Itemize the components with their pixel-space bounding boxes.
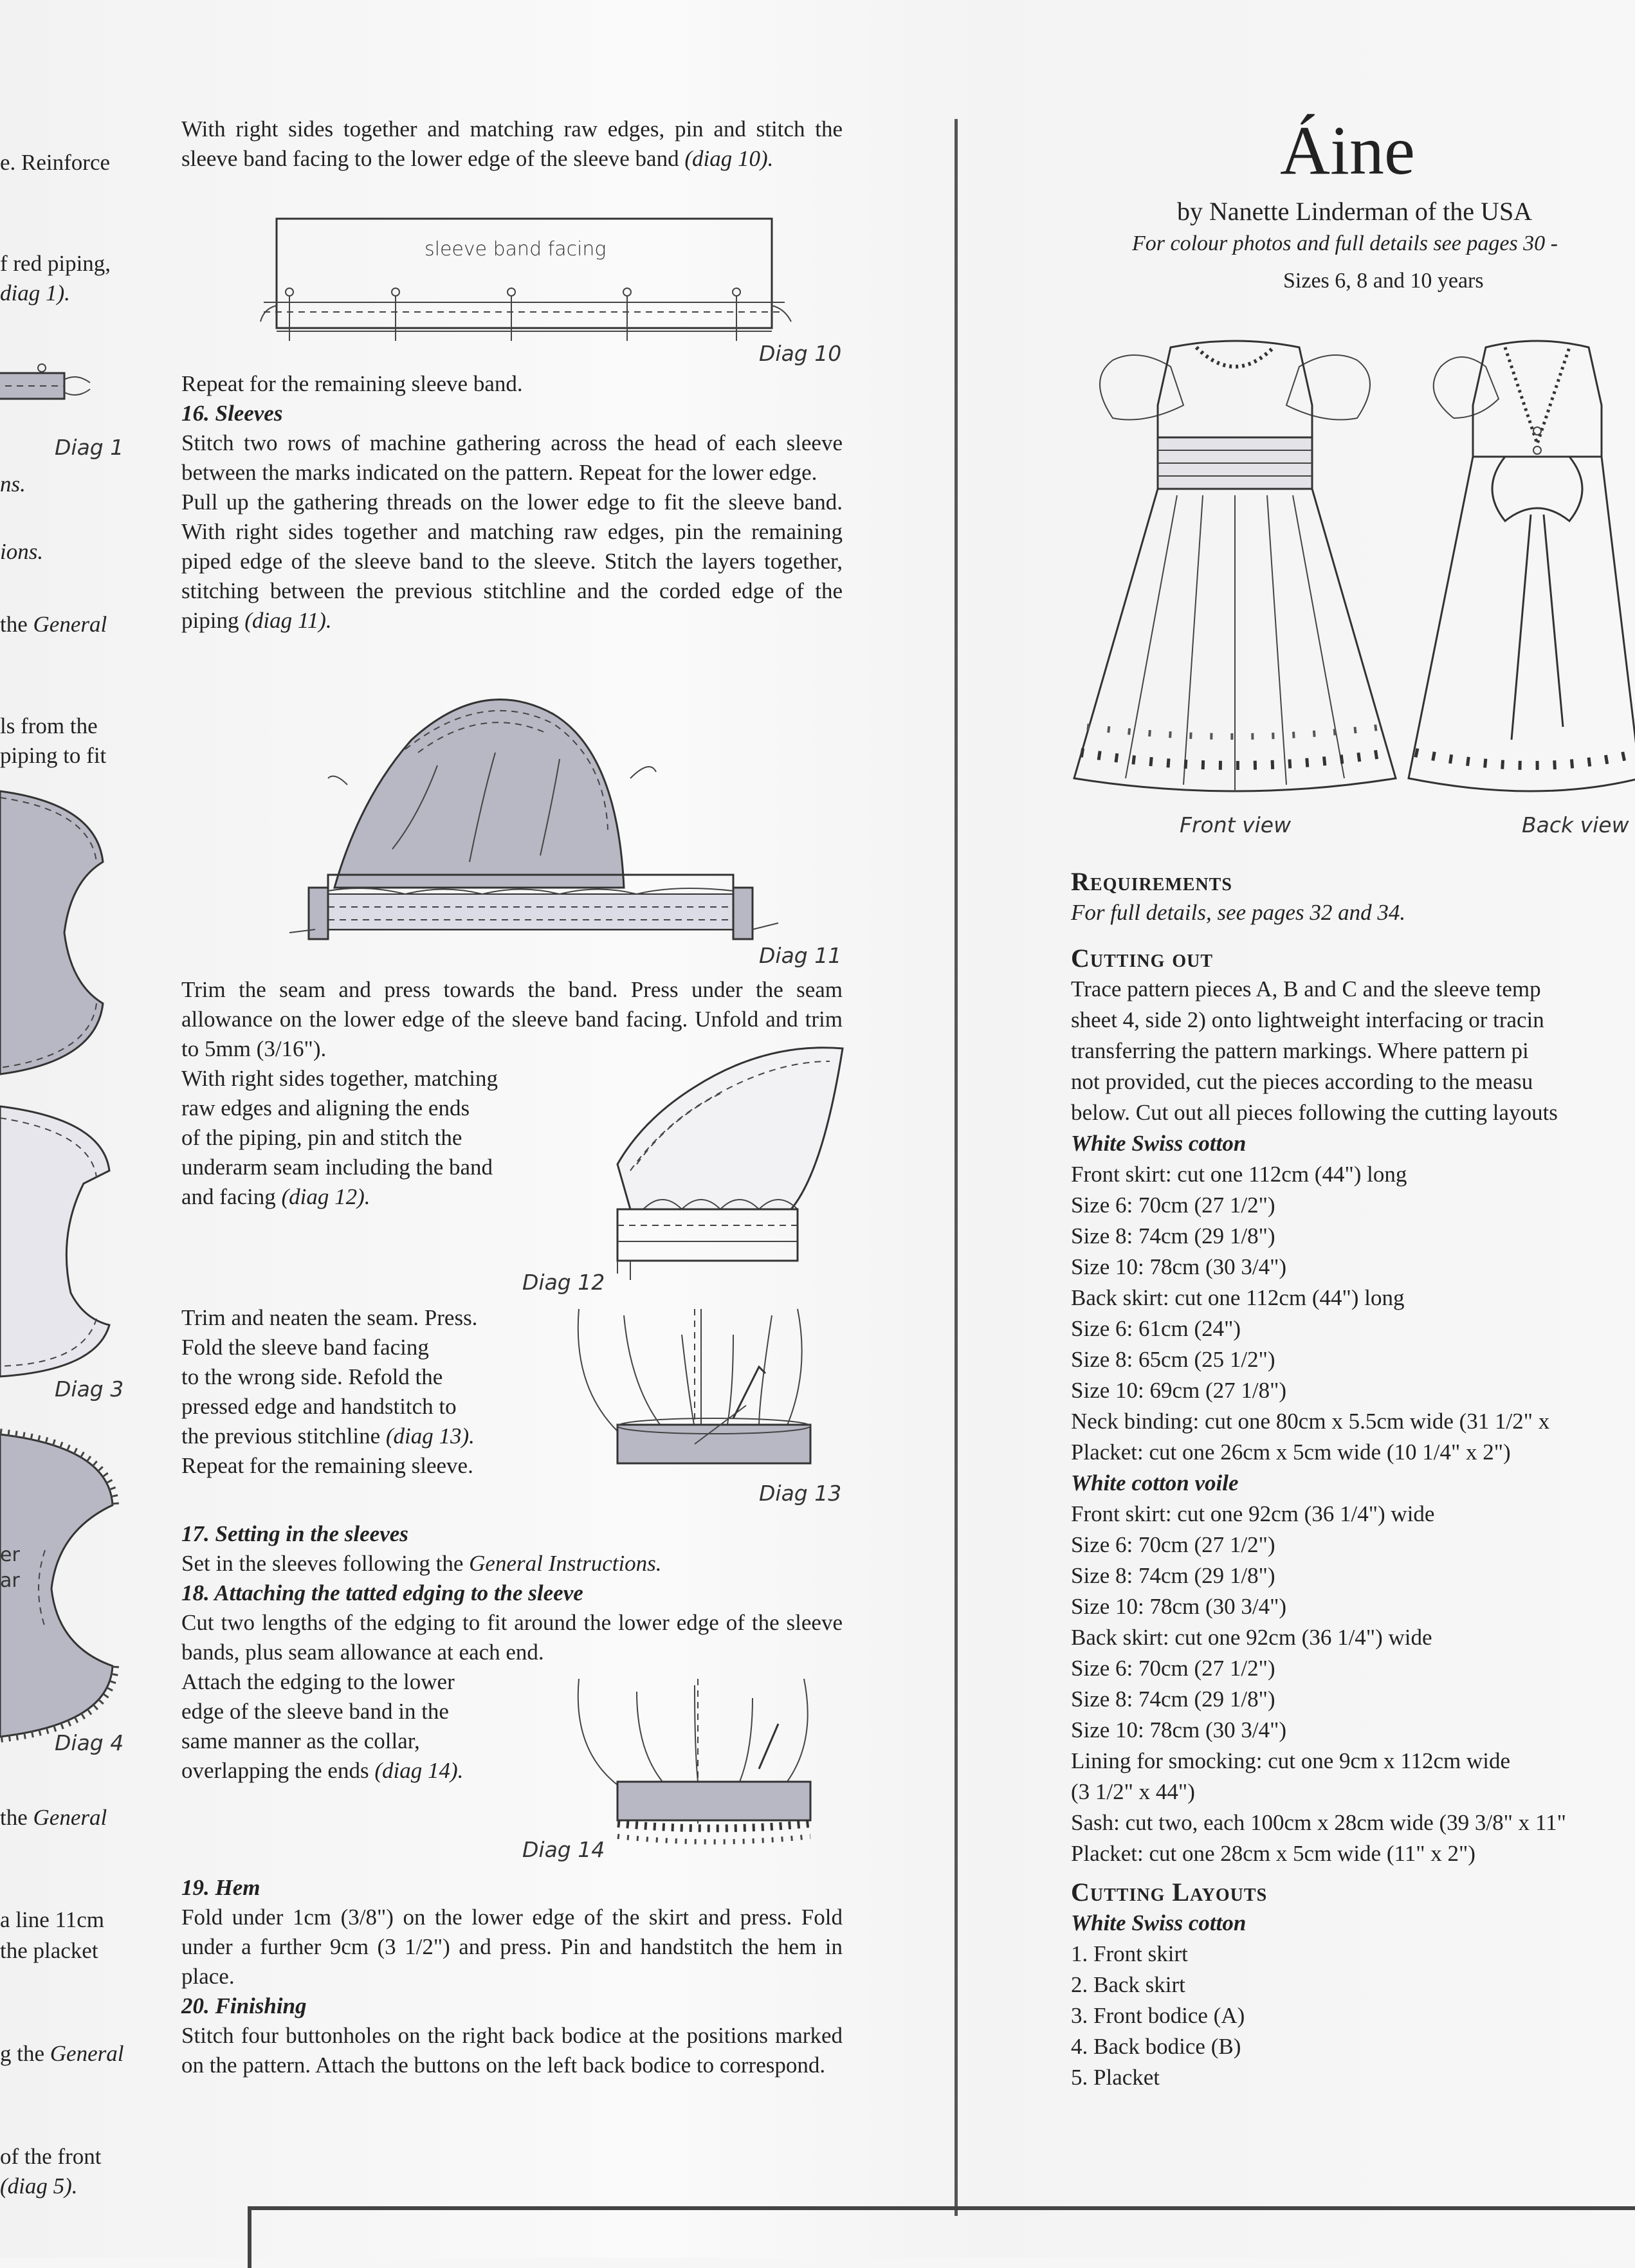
middle-section-19-20 [181, 1873, 843, 2080]
front-view-label: Front view [1180, 812, 1292, 837]
diag10-label: Diag 10 [759, 341, 842, 366]
voile-heading: White cotton voile [1071, 1470, 1239, 1495]
swiss-line: Neck binding: cut one 80cm x 5.5cm wide (31 1/2" x [1071, 1409, 1550, 1434]
layout-item: 2. Back skirt [1071, 1972, 1185, 1997]
voile-line: Size 8: 74cm (29 1/8") [1071, 1563, 1275, 1588]
cutting-out-section: Cutting out Trace pattern pieces A, B and C and the sleeve temp sheet 4, side 2) onto lightweight interfacing or tracin transferring the pattern markings. Where pattern pi not provided, cut the pieces according to the measu below. Cut out all pieces following the cutting layouts White Swiss cotton Front skirt: cut one 112cm (44") long Size 6: 70cm (27 1/2") Size 8: 74cm (29 1/8") Size 10: 78cm (30 3/4") Back skirt: cut one 112cm (44") long Size 6: 61cm (24") Size 8: 65cm (25 1/2") Size 10: 69cm (27 1/8") Neck binding: cut one 80cm x 5.5cm wide (31 1/2" x Placket: cut one 26cm x 5cm wide (10 1/4" x 2") White cotton voile Front skirt: cut one 92cm (36 1/4") wide Size 6: 70cm (27 1/2") Size 8: 74cm (29 1/8") Size 10: 78cm (30 3/4") Back skirt: cut one 92cm (36 1/4") wide Size 6: 70cm (27 1/2") Size 8: 74cm (29 1/8") Size 10: 78cm (30 3/4") Lining for smocking: cut one 9cm x 112cm wide (3 1/2" x 44") Sash: cut two, each 100cm x 28cm wide (39 3/8" x 11" Placket: cut one 28cm x 5cm wide (11" x 2") Cutting Layouts White Swiss cotton 1. Front skirt 2. Back skirt 3. Front bodice (A) 4. Back bodice (B) 5. Placket [1071, 943, 1566, 2093]
fragment-g-the-general: g the General [0, 2041, 124, 2066]
requirements-heading: Requirements [1071, 867, 1232, 896]
cutting-layouts-subheading: White Swiss cotton [1071, 1910, 1247, 1935]
swiss-line: Front skirt: cut one 112cm (44") long [1071, 1162, 1407, 1187]
voile-line: (3 1/2" x 44") [1071, 1779, 1195, 1804]
layout-item: 4. Back bodice (B) [1071, 2034, 1241, 2059]
pattern-title: Áine [1280, 113, 1415, 189]
diag1-label: Diag 1 [55, 435, 124, 460]
designer-byline: by Nanette Linderman of the USA [1177, 197, 1533, 226]
section-20-heading: 20. Finishing [181, 1993, 307, 2018]
swiss-line: Size 10: 69cm (27 1/8") [1071, 1378, 1287, 1403]
diag4-label: Diag 4 [55, 1730, 124, 1755]
section-19-heading: 19. Hem [181, 1875, 260, 1900]
voile-line: Front skirt: cut one 92cm (36 1/4") wide [1071, 1501, 1435, 1526]
diag12-label: Diag 12 [522, 1270, 605, 1295]
section-20-paragraph: Stitch four buttonholes on the right back bodice at the positions marked on the pattern. Attach the buttons on the left back bodice to correspond. [181, 2023, 843, 2078]
diagram-14-tatted-edging [566, 1679, 823, 1846]
dress-front-view-illustration [1068, 328, 1402, 804]
swiss-line: Size 8: 65cm (25 1/2") [1071, 1347, 1275, 1372]
diag10-inner-label: sleeve band facing [425, 238, 607, 261]
layout-item: 5. Placket [1071, 2065, 1160, 2090]
bottom-frame-border [248, 2206, 1635, 2268]
voile-line: Size 8: 74cm (29 1/8") [1071, 1687, 1275, 1712]
trim-neaten-block: Trim and neaten the seam. Press. Fold the sleeve band facing to the wrong side. Refold the pressed edge and handstitch to the previous stitchline (diag 13). Repeat for the remaining sleeve. [181, 1305, 478, 1478]
column-divider [955, 119, 958, 2216]
trim-paragraph: Trim the seam and press towards the band. Press under the seam allowance on the lower edge of the sleeve band facing. Unfold and trim to 5mm (3/16"). [181, 977, 843, 1061]
diagram-1-fragment [0, 354, 109, 425]
voile-line: Sash: cut two, each 100cm x 28cm wide (39 3/8" x 11" [1071, 1810, 1566, 1835]
fragment-ns: ns. [0, 471, 26, 497]
diagram-13-handstitch-facing [566, 1309, 823, 1483]
diag11-label: Diag 11 [759, 943, 842, 968]
diag4-fragment-er: er [0, 1544, 20, 1566]
dress-back-view-illustration [1409, 328, 1635, 804]
swiss-line: Placket: cut one 26cm x 5cm wide (10 1/4" x 2") [1071, 1440, 1511, 1465]
fragment-red-piping-ref: diag 1). [0, 280, 70, 306]
fragment-piping-fit: piping to fit [0, 743, 107, 768]
section-16-paragraph-2: Pull up the gathering threads on the lower edge to fit the sleeve band. With right sides together and matching raw edges, pin the remaining piped edge of the sleeve band to the sleeve. Stitch the layers together, stitching between the previous stitchline and the corded edge of the piping (diag 11). [181, 489, 843, 633]
section-16-heading: 16. Sleeves [181, 401, 283, 426]
fragment-ls-from: ls from the [0, 713, 98, 738]
fragment-the-general-2: the General [0, 1805, 107, 1830]
voile-line: Back skirt: cut one 92cm (36 1/4") wide [1071, 1625, 1432, 1650]
diag14-label: Diag 14 [522, 1837, 605, 1862]
section-18-heading: 18. Attaching the tatted edging to the sleeve [181, 1580, 583, 1605]
requirements-note: For full details, see pages 32 and 34. [1071, 900, 1406, 925]
swiss-line: Size 6: 61cm (24") [1071, 1316, 1241, 1341]
swiss-line: Size 8: 74cm (29 1/8") [1071, 1223, 1275, 1248]
layout-item: 1. Front skirt [1071, 1941, 1188, 1966]
fragment-of-the-front: of the front [0, 2144, 102, 2169]
voile-line: Lining for smocking: cut one 9cm x 112cm wide [1071, 1748, 1511, 1773]
section-16-paragraph-1: Stitch two rows of machine gathering across the head of each sleeve between the marks indicated on the pattern. Repeat for the lower edge. [181, 430, 843, 485]
swiss-line: Size 6: 70cm (27 1/2") [1071, 1193, 1275, 1218]
intro-paragraph: With right sides together and matching raw edges, pin and stitch the sleeve band facing to the lower edge of the sleeve band (diag 10). [181, 116, 843, 171]
diagram-3-fragment [0, 1106, 116, 1376]
cutting-out-heading: Cutting out [1071, 944, 1214, 973]
section-19-paragraph: Fold under 1cm (3/8") on the lower edge of the skirt and press. Fold under a further 9cm (3 1/2") and press. Pin and handstitch the hem in place. [181, 1905, 843, 1989]
requirements-section [1071, 866, 1405, 928]
back-view-label: Back view [1522, 812, 1629, 837]
fragment-red-piping: f red piping, [0, 251, 111, 276]
section-17-heading: 17. Setting in the sleeves [181, 1521, 408, 1546]
swiss-cotton-heading: White Swiss cotton [1071, 1131, 1247, 1156]
middle-section-17-18: 17. Setting in the sleeves Set in the sleeves following the General Instructions. 18. Attaching the tatted edging to the sleeve Cut two lengths of the edging to fit around the lower edge of the sleeve bands, plus seam allowance at each end. Attach the edging to the lower edge of the sleeve band in the same manner as the collar, overlapping the ends (diag 14). [181, 1519, 843, 1786]
cutting-layouts-heading: Cutting Layouts [1071, 1878, 1268, 1907]
voile-line: Placket: cut one 28cm x 5cm wide (11" x 2") [1071, 1841, 1475, 1866]
with-right-sides-block: With right sides together, matching raw edges and aligning the ends of the piping, pin and stitch the underarm seam including the band and facing (diag 12). [181, 1066, 498, 1209]
diagram-12-underarm-seam [605, 1042, 849, 1280]
diag4-fragment-ar: ar [0, 1569, 20, 1592]
repeat-band-text: Repeat for the remaining sleeve band. [181, 371, 523, 396]
swiss-line: Size 10: 78cm (30 3/4") [1071, 1254, 1287, 1279]
voile-line: Size 6: 70cm (27 1/2") [1071, 1656, 1275, 1681]
diag13-label: Diag 13 [759, 1481, 842, 1506]
diagram-10-sleeve-band-facing [257, 212, 810, 354]
layout-item: 3. Front bodice (A) [1071, 2003, 1245, 2028]
fragment-a-line: a line 11cm [0, 1907, 104, 1932]
voile-line: Size 6: 70cm (27 1/2") [1071, 1532, 1275, 1557]
diagram-2-fragment [0, 791, 116, 1081]
fragment-the-general: the General [0, 612, 107, 637]
swiss-line: Back skirt: cut one 112cm (44") long [1071, 1285, 1405, 1310]
colour-photos-note: For colour photos and full details see pages 30 - [1132, 232, 1558, 255]
middle-intro [181, 114, 843, 174]
voile-line: Size 10: 78cm (30 3/4") [1071, 1594, 1287, 1619]
fragment-the-placket: the placket [0, 1938, 98, 1963]
section-18-paragraph-1: Cut two lengths of the edging to fit around the lower edge of the sleeve bands, plus seam allowance at each end. [181, 1610, 843, 1665]
diagram-11-sleeve-gathering [289, 701, 791, 971]
fragment-reinforce: e. Reinforce [0, 150, 111, 175]
sizes-line: Sizes 6, 8 and 10 years [1283, 269, 1484, 293]
section-17-paragraph: Set in the sleeves following the General Instructions. [181, 1551, 662, 1576]
diag3-label: Diag 3 [55, 1376, 124, 1402]
fragment-diag5: (diag 5). [0, 2173, 78, 2199]
voile-line: Size 10: 78cm (30 3/4") [1071, 1717, 1287, 1742]
middle-section-16 [181, 369, 843, 636]
fragment-ions: ions. [0, 539, 44, 564]
